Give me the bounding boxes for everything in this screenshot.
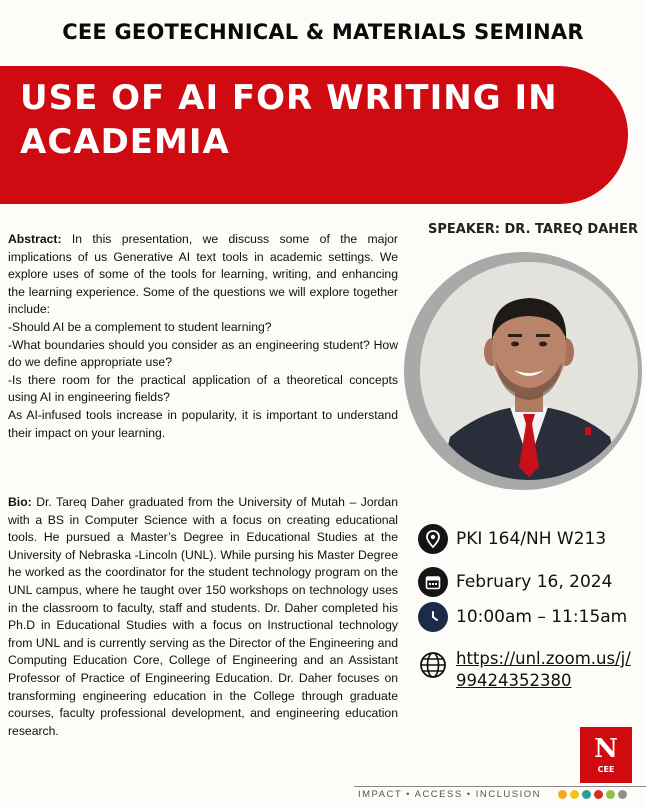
clock-icon <box>418 602 448 632</box>
footer-dots <box>558 790 627 799</box>
bio-text: Dr. Tareq Daher graduated from the University of Mutah – Jordan with a BS in Computer Science with a focus on creating educational tools. He pursued a Master’s Degree in Educational Studies at the University of Nebraska -Lincoln (UNL). While pursing his Master Degree he worked as the coordinator for the student technology program on the UNL campus, where he taught over 150 workshops on technology uses in the classroom to faculty, staff and students. Dr. Daher completed his Ph.D in Educational Studies with a focus on Instructional technology from UNL and is currently serving as the Director of the Engineering and Computing Education Core, College of Engineering and an Assistant Professor of Practice of Engineering Education. Dr. Daher focuses on transforming engineering education in the College through graduate courses, faculty professional development, and engineering education research. <box>8 495 398 738</box>
abstract-question-2: -What boundaries should you consider as an engineering student? How do we define appropriate use? <box>8 337 398 370</box>
footer-tagline: IMPACT • ACCESS • INCLUSION <box>358 789 541 800</box>
abstract-question-3: -Is there room for the practical application of a theoretical concepts using AI in engineering fields? <box>8 372 398 405</box>
calendar-icon <box>418 567 448 597</box>
abstract-label: Abstract: <box>8 232 62 246</box>
talk-title-line-1: USE OF AI FOR WRITING IN <box>20 78 558 118</box>
abstract-section <box>8 231 398 442</box>
date-text: February 16, 2024 <box>456 572 613 592</box>
footer-dot-0 <box>558 790 567 799</box>
footer-rule <box>354 786 646 787</box>
abstract-intro: In this presentation, we discuss some of the major implications of us Generative AI text tools in academic settings. We explore uses of some of the tools for learning, writing, and enhancing the learning experience. Some of the questions we will explore together include: <box>8 232 398 317</box>
bio-label: Bio: <box>8 495 32 509</box>
time-text: 10:00am – 11:15am <box>456 607 628 627</box>
talk-title <box>20 76 580 164</box>
abstract-question-1: -Should AI be a complement to student learning? <box>8 319 272 334</box>
zoom-link[interactable]: https://unl.zoom.us/j/99424352380 <box>456 649 631 690</box>
unl-cee-logo <box>580 727 632 783</box>
abstract-closing: As AI-infused tools increase in popularity, it is important to understand their impact on your learning. <box>8 407 398 440</box>
talk-title-line-2: ACADEMIA <box>20 122 230 162</box>
footer-dot-3 <box>594 790 603 799</box>
location-row <box>418 524 606 554</box>
speaker-heading: SPEAKER: DR. TAREQ DAHER <box>428 222 639 237</box>
location-text: PKI 164/NH W213 <box>456 529 607 549</box>
speaker-photo <box>420 262 638 480</box>
logo-dept: CEE <box>597 765 615 774</box>
footer-dot-1 <box>570 790 579 799</box>
footer-dot-5 <box>618 790 627 799</box>
logo-letter: N <box>594 734 618 764</box>
bio-section <box>8 494 398 740</box>
seminar-series-title: CEE GEOTECHNICAL & MATERIALS SEMINAR <box>62 20 584 44</box>
time-row <box>418 602 627 632</box>
date-row <box>418 567 612 597</box>
footer-dot-2 <box>582 790 591 799</box>
globe-icon <box>418 650 448 680</box>
footer-dot-4 <box>606 790 615 799</box>
location-pin-icon <box>418 524 448 554</box>
